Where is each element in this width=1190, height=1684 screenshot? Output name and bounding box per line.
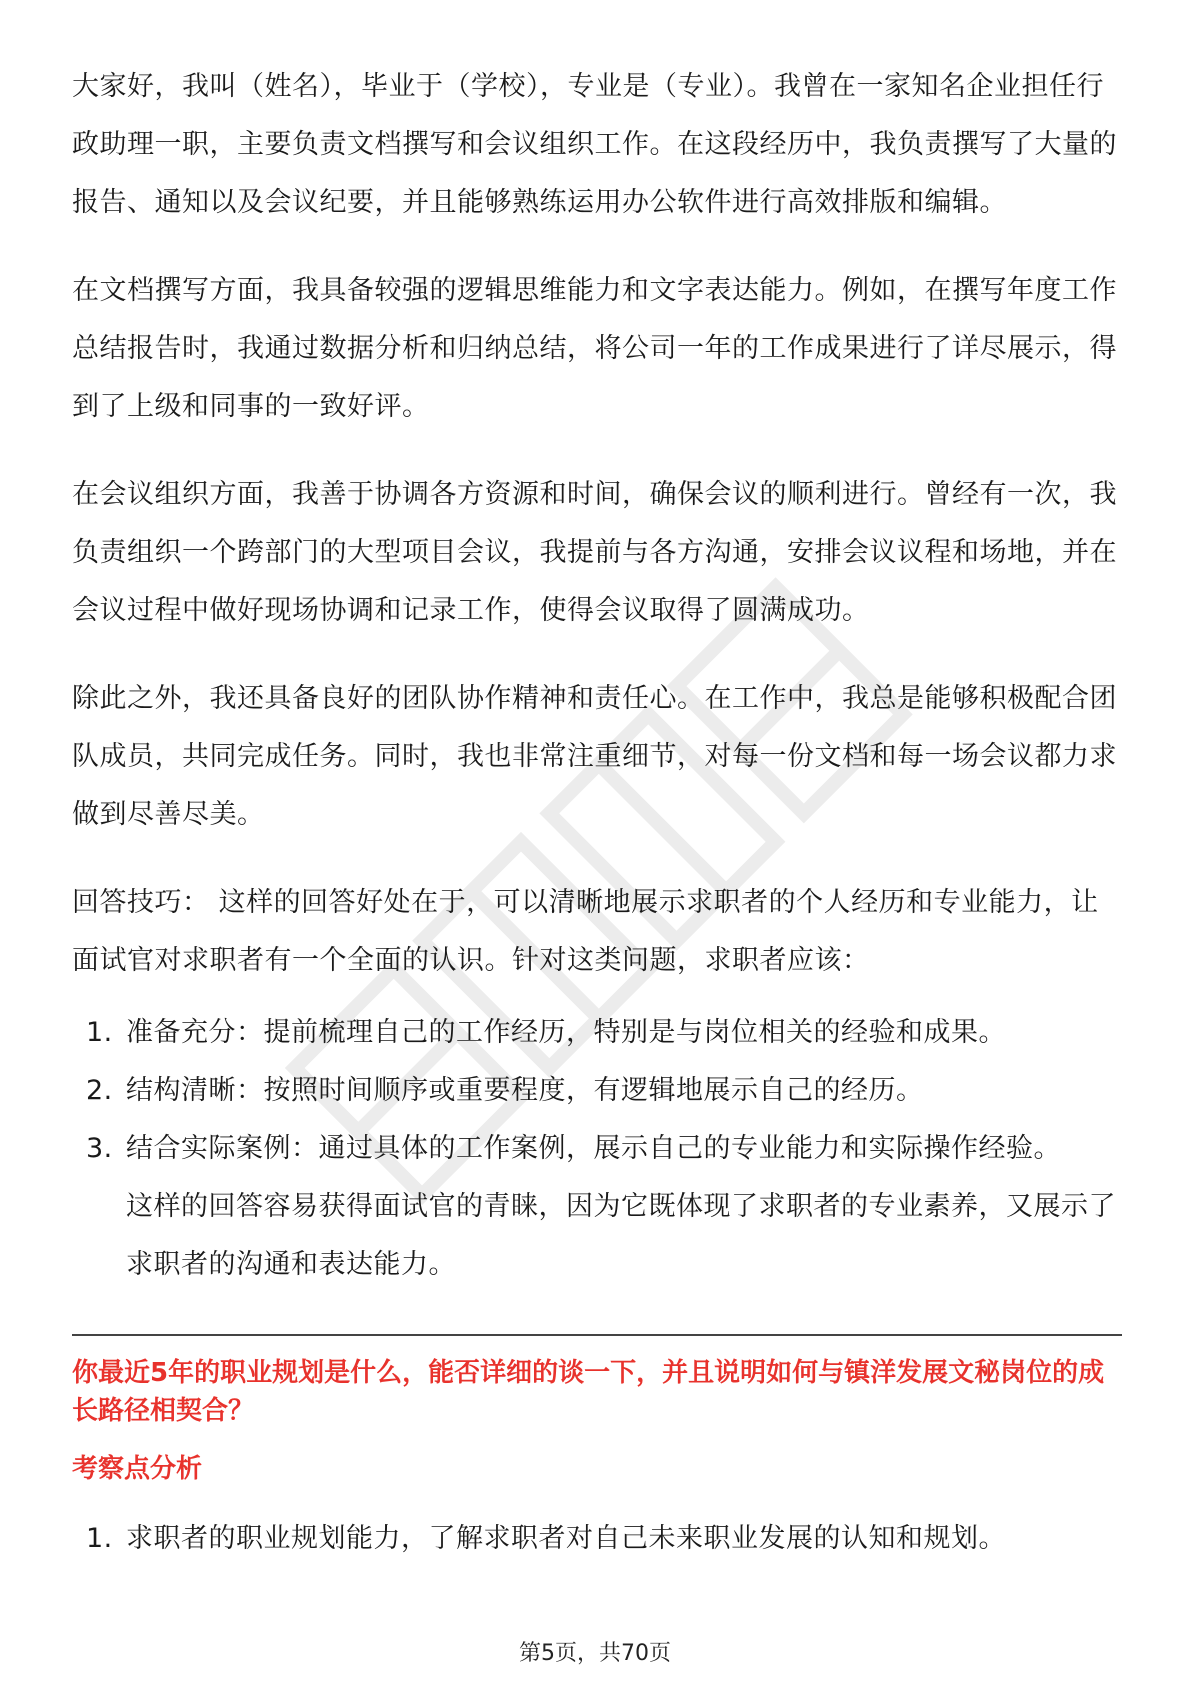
paragraph-intro: 大家好，我叫（姓名），毕业于（学校），专业是（专业）。我曾在一家知名企业担任行政助理一职，主要负责文档撰写和会议组织工作。在这段经历中，我负责撰写了大量的报告、通知以及会议纪要，并且能够熟练运用办公软件进行高效排版和编辑。 [72, 71, 1117, 218]
list-item [72, 1004, 1122, 1062]
list-item [72, 1510, 1122, 1568]
list-item-text: 求职者的职业规划能力，了解求职者对自己未来职业发展的认知和规划。 [126, 1523, 1006, 1554]
list-item [72, 1062, 1122, 1120]
paragraph-answer-tips: 回答技巧： 这样的回答好处在于，可以清晰地展示求职者的个人经历和专业能力，让面试官对求职者有一个全面的认识。针对这类问题，求职者应该： [72, 887, 1099, 976]
analysis-list [72, 1510, 1122, 1568]
paragraph-writing: 在文档撰写方面，我具备较强的逻辑思维能力和文字表达能力。例如，在撰写年度工作总结报告时，我通过数据分析和归纳总结，将公司一年的工作成果进行了详尽展示，得到了上级和同事的一致好评。 [72, 275, 1117, 422]
list-number: 1. [86, 1017, 113, 1048]
page-footer: 第5页，共70页 [519, 1641, 671, 1666]
list-number: 3. [86, 1133, 113, 1164]
list-item-text: 准备充分：提前梳理自己的工作经历，特别是与岗位相关的经验和成果。 [126, 1017, 1006, 1048]
list-number: 2. [86, 1075, 113, 1106]
section-title: 考察点分析 [72, 1454, 203, 1484]
list-item-text: 结构清晰：按照时间顺序或重要程度，有逻辑地展示自己的经历。 [126, 1075, 924, 1106]
list-number: 1. [86, 1523, 113, 1554]
paragraph-meeting: 在会议组织方面，我善于协调各方资源和时间，确保会议的顺利进行。曾经有一次，我负责组织一个跨部门的大型项目会议，我提前与各方沟通，安排会议议程和场地，并在会议过程中做好现场协调和记录工作，使得会议取得了圆满成功。 [72, 479, 1117, 626]
section-divider [72, 1334, 1122, 1336]
list-item [72, 1120, 1122, 1294]
document-page [72, 58, 1122, 1568]
paragraph-teamwork: 除此之外，我还具备良好的团队协作精神和责任心。在工作中，我总是能够积极配合团队成员，共同完成任务。同时，我也非常注重细节，对每一份文档和每一场会议都力求做到尽善尽美。 [72, 683, 1117, 830]
question-heading: 你最近5年的职业规划是什么，能否详细的谈一下，并且说明如何与镇洋发展文秘岗位的成长路径相契合？ [72, 1358, 1105, 1426]
list-item-subtext: 这样的回答容易获得面试官的青睐，因为它既体现了求职者的专业素养，又展示了求职者的沟通和表达能力。 [126, 1191, 1116, 1280]
tips-list [72, 1004, 1122, 1294]
list-item-text: 结合实际案例：通过具体的工作案例，展示自己的专业能力和实际操作经验。 [126, 1133, 1061, 1164]
